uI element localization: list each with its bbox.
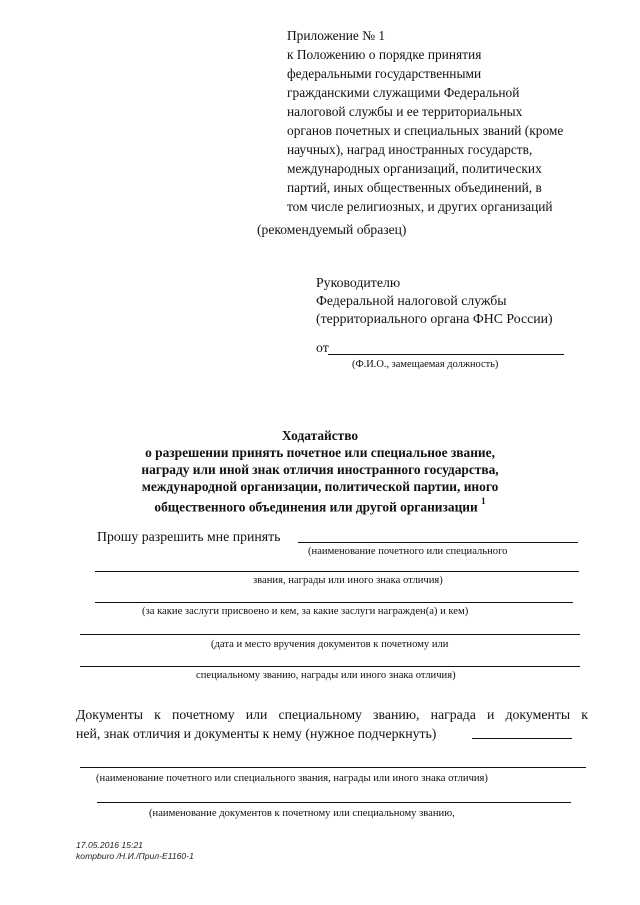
petition-subtitle-line: о разрешении принять почетное или специальное звание, xyxy=(145,445,495,460)
request-field-line[interactable] xyxy=(298,542,578,543)
appendix-line: гражданскими служащими Федеральной xyxy=(287,85,520,100)
word: и xyxy=(487,707,495,722)
appendix-line: к Положению о порядке принятия xyxy=(287,47,482,62)
field-caption: (дата и место вручения документов к почетному или xyxy=(211,639,449,650)
appendix-line: научных), наград иностранных государств, xyxy=(287,142,533,157)
petition-title: Ходатайство xyxy=(281,428,359,443)
from-caption: (Ф.И.О., замещаемая должность) xyxy=(352,359,499,370)
from-label: от xyxy=(316,340,329,355)
word: или xyxy=(245,707,268,722)
word: награда xyxy=(430,707,476,722)
footnote-mark: 1 xyxy=(481,496,486,506)
print-reference: kompburo /Н.И./Прил-Е1160-1 xyxy=(76,851,194,861)
word: к xyxy=(581,707,588,722)
word: документы xyxy=(505,707,571,722)
addressee-line: Руководителю xyxy=(316,275,401,290)
field-caption: (наименование почетного или специального xyxy=(308,546,508,557)
print-timestamp: 17.05.2016 15:21 xyxy=(76,840,143,850)
recommended-sample-note: (рекомендуемый образец) xyxy=(257,222,407,237)
word: почетному xyxy=(171,707,235,722)
petition-heading xyxy=(0,427,640,515)
petition-subtitle-text: общественного объединения или другой организации xyxy=(154,499,478,515)
word: к xyxy=(154,707,161,722)
documents-line-1 xyxy=(76,705,588,724)
petition-subtitle-line: международной организации, политической партии, иного xyxy=(141,479,499,494)
request-label: Прошу разрешить мне принять xyxy=(97,529,281,544)
from-field-line[interactable] xyxy=(328,354,564,355)
form-field-line[interactable] xyxy=(95,571,579,572)
appendix-line: федеральными государственными xyxy=(287,66,482,81)
appendix-line: партий, иных общественных объединений, в xyxy=(287,180,542,195)
documents-field-line[interactable] xyxy=(472,738,572,739)
appendix-line: налоговой службы и ее территориальных xyxy=(287,104,523,119)
appendix-line: органов почетных и специальных званий (кроме xyxy=(287,123,564,138)
appendix-line: международных организаций, политических xyxy=(287,161,542,176)
word: званию, xyxy=(373,707,420,722)
form-field-line[interactable] xyxy=(80,767,586,768)
word: Документы xyxy=(76,707,144,722)
field-caption: (за какие заслуги присвоено и кем, за какие заслуги награжден(а) и кем) xyxy=(142,606,469,617)
petition-subtitle-line xyxy=(0,495,640,515)
addressee-line: (территориального органа ФНС России) xyxy=(316,311,553,326)
appendix-line: том числе религиозных, и других организаций xyxy=(287,199,553,214)
petition-subtitle-line: награду или иной знак отличия иностранного государства, xyxy=(141,462,499,477)
appendix-header xyxy=(287,26,587,216)
form-field-line[interactable] xyxy=(80,634,580,635)
appendix-title: Приложение № 1 xyxy=(287,28,386,43)
field-caption: (наименование почетного или специального звания, награды или иного знака отличия) xyxy=(96,773,488,784)
form-field-line[interactable] xyxy=(80,666,580,667)
field-caption: (наименование документов к почетному или специальному званию, xyxy=(149,808,455,819)
form-field-line[interactable] xyxy=(97,802,571,803)
addressee-line: Федеральной налоговой службы xyxy=(316,293,507,308)
field-caption: звания, награды или иного знака отличия) xyxy=(253,575,443,586)
documents-line-2: ней, знак отличия и документы к нему (нужное подчеркнуть) xyxy=(76,726,437,741)
field-caption: специальному званию, награды или иного знака отличия) xyxy=(196,670,456,681)
addressee-block xyxy=(316,274,553,328)
form-field-line[interactable] xyxy=(95,602,573,603)
word: специальному xyxy=(278,707,362,722)
